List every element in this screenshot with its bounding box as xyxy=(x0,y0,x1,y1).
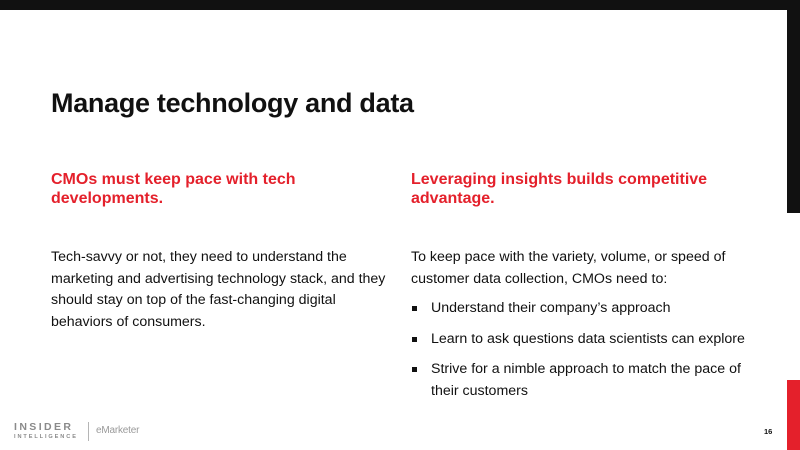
bullet-item xyxy=(411,329,761,351)
bullet-list xyxy=(411,298,761,402)
logo-text-intelligence: INTELLIGENCE xyxy=(14,434,78,440)
logo-text-insider: INSIDER xyxy=(14,421,74,433)
right-column xyxy=(411,170,761,411)
top-border-bar xyxy=(0,0,800,10)
bullet-item xyxy=(411,359,761,402)
square-bullet-icon xyxy=(412,337,417,342)
logo-divider xyxy=(88,422,89,441)
right-dark-accent-bar xyxy=(787,10,800,213)
right-column-heading: Leveraging insights builds competitive advantage. xyxy=(411,171,708,207)
page-number: 16 xyxy=(764,427,773,436)
square-bullet-icon xyxy=(412,306,417,311)
left-column-heading: CMOs must keep pace with tech developments. xyxy=(51,171,296,207)
bullet-text: Learn to ask questions data scientists can explore xyxy=(431,330,745,347)
left-column-body: Tech-savvy or not, they need to understand the marketing and advertising technology stack, and they should stay on top of the fast-changing digital behaviors of consumers. xyxy=(51,249,386,330)
bullet-text: Strive for a nimble approach to match the pace of their customers xyxy=(431,361,741,399)
right-column-intro: To keep pace with the variety, volume, or speed of customer data collection, CMOs need to: xyxy=(411,249,726,287)
slide-title: Manage technology and data xyxy=(51,88,414,118)
right-red-accent-bar xyxy=(787,380,800,450)
emarketer-logo: eMarketer xyxy=(96,425,140,436)
square-bullet-icon xyxy=(412,367,417,372)
left-column xyxy=(51,170,396,333)
bullet-text: Understand their company’s approach xyxy=(431,300,671,316)
bullet-item xyxy=(411,298,761,320)
